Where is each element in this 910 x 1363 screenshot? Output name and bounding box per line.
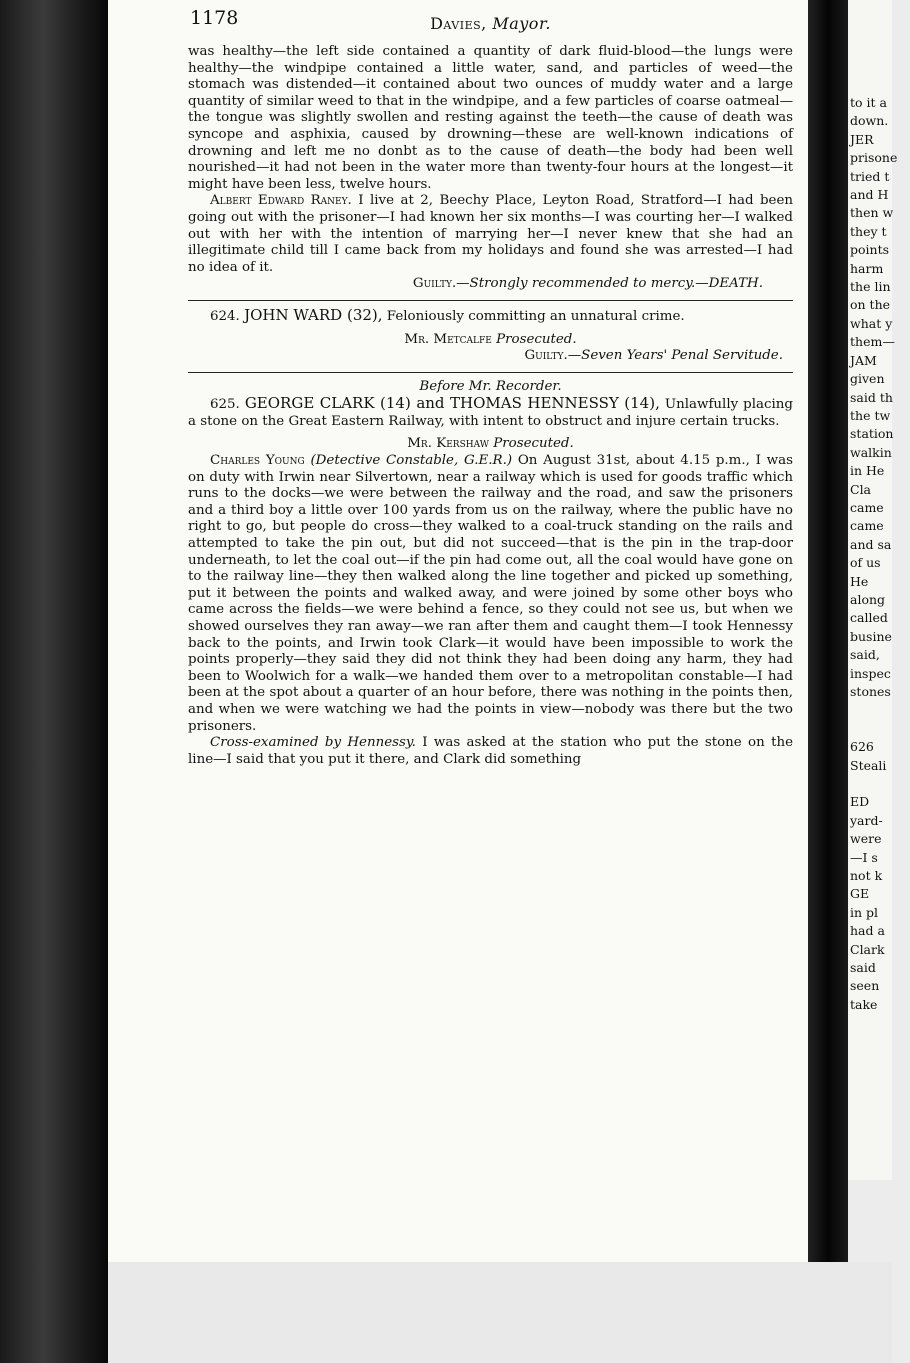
prosecuted-label: Prosecuted.	[496, 331, 577, 347]
left-page	[108, 0, 808, 1263]
right-page-fragment: Steali	[850, 757, 887, 773]
right-page-fragment: ED	[850, 794, 870, 810]
case-number: 624.	[210, 308, 240, 324]
section-rule	[188, 372, 793, 373]
charge-text: Unlawfully placing a stone on the Great Eastern Railway, with intent to obstruct and injure certain trucks.	[188, 397, 793, 429]
medical-evidence-paragraph: was healthy—the left side contained a quantity of dark fluid-blood—the lungs were healthy—the windpipe contained a little water, sand, and particles of weed—the stomach was distended—it contained about two ounces of muddy water and a large quantity of similar weed to that in the windpipe, and a few particles of coarse oatmeal—the tongue was slightly swollen and resting against the teeth—the cause of death was syncope and asphixia, caused by drowning—these are well-known indications of drowning and left me no donbt as to the cause of death—the body had been well nourished—it had not been in the water more than twenty-four hours at the longest—it might have been less, twelve hours.	[188, 44, 793, 192]
page-content	[188, 6, 793, 768]
right-page-fragment: not k	[850, 868, 883, 884]
defendant-name: JOHN WARD (32),	[244, 305, 383, 324]
charge-text: Feloniously committing an unnatural crime.	[386, 308, 685, 324]
right-page-fragment	[850, 720, 910, 738]
right-page-fragment: came	[850, 499, 884, 515]
right-page-fragment: yard-	[850, 812, 883, 828]
bottom-margin	[108, 1262, 892, 1363]
right-page-fragment: called	[850, 610, 888, 626]
right-page-fragment: tried t	[850, 168, 890, 184]
right-page-fragment: to it a	[850, 95, 887, 110]
verdict-penal-servitude	[188, 348, 783, 365]
right-page-fragment: in pl	[850, 904, 879, 920]
right-page-fragment: JER	[850, 131, 874, 147]
right-page-fragment: take	[850, 996, 878, 1012]
right-page-fragment: prisone	[850, 150, 898, 166]
right-page-fragment: said,	[850, 647, 880, 663]
verdict-label: Guilty.	[412, 276, 457, 292]
right-page-fragment: busine	[850, 628, 892, 644]
right-page-fragment: then w	[850, 205, 894, 221]
raney-testimony-text: I live at 2, Beechy Place, Leyton Road, Stratford—I had been going out with the prisoner—I had known her six months—I was courting her—I walked out with her with the intention of marrying her—I never knew that she had an illegitimate child till I came back from my holidays and found she was arrested—I had no idea of it.	[188, 193, 793, 275]
right-page-fragment: points	[850, 242, 890, 258]
running-head-title: Mayor.	[492, 14, 551, 33]
right-page-fragment: what y	[850, 315, 893, 331]
book-gutter	[808, 0, 848, 1280]
right-page-fragment: walkin	[850, 444, 892, 460]
right-page-fragment: in He	[850, 463, 885, 479]
right-page-fragment: stones	[850, 684, 891, 699]
case-number: 625.	[210, 397, 240, 413]
verdict-label: Guilty.	[524, 348, 568, 364]
right-page-fragment: of us	[850, 555, 881, 571]
cross-examination-text: I was asked at the station who put the stone on the line—I said that you put it there, and Clark did something	[188, 735, 793, 767]
right-page-fragment: given	[850, 371, 885, 387]
right-page-fragment: said	[850, 960, 876, 976]
raney-testimony	[188, 193, 793, 276]
right-page-fragment: harm	[850, 260, 884, 276]
cross-examination	[188, 735, 793, 768]
verdict-text: —Seven Years' Penal Servitude.	[567, 348, 783, 364]
prosecutor-line	[188, 436, 793, 453]
right-page-fragment: He	[850, 573, 869, 589]
right-page-fragment: down.	[850, 113, 889, 129]
right-page-fragment: said th	[850, 389, 893, 405]
right-page-fragment: had a	[850, 923, 885, 939]
defendant-names: GEORGE CLARK (14) and THOMAS HENNESSY (14),	[244, 394, 660, 413]
prosecuted-label: Prosecuted.	[493, 436, 574, 452]
right-page-fragment: and sa	[850, 536, 892, 552]
prosecutor-name: Mr. Metcalfe	[404, 331, 492, 347]
right-page-fragment: the lin	[850, 279, 891, 295]
right-page-fragment: JAM	[850, 352, 877, 368]
right-page-fragment: along	[850, 591, 886, 607]
right-page-fragment: —I s	[850, 849, 878, 865]
right-page-fragment: they t	[850, 223, 887, 239]
right-page-fragment: station	[850, 426, 894, 442]
right-page-fragments	[850, 94, 910, 1014]
right-page-fragment: seen	[850, 978, 880, 994]
right-page-fragment	[850, 701, 910, 719]
cross-examined-label: Cross-examined by Hennessy.	[210, 735, 416, 751]
right-page-fragment: Clark	[850, 941, 885, 957]
young-testimony	[188, 453, 793, 735]
right-page-fragment: 626	[850, 739, 874, 755]
case-624	[188, 307, 793, 326]
book-spine-shadow	[0, 0, 108, 1363]
page-header	[188, 6, 793, 44]
right-page-fragment	[850, 775, 910, 793]
right-page-fragment: them—	[850, 334, 895, 350]
running-head	[188, 16, 793, 33]
right-page-fragment: came	[850, 518, 884, 534]
verdict-death	[188, 276, 763, 293]
right-page-fragment: GE	[850, 886, 870, 902]
witness-name-young: Charles Young	[210, 453, 305, 469]
prosecutor-name: Mr. Kershaw	[407, 436, 489, 452]
right-page-fragment: inspec	[850, 665, 891, 681]
before-recorder: Before Mr. Recorder.	[419, 378, 562, 394]
right-page-edge	[848, 0, 898, 1180]
right-page-fragment: Cla	[850, 481, 872, 497]
right-page-fragment: were	[850, 831, 882, 847]
witness-role: (Detective Constable, G.E.R.)	[310, 453, 513, 469]
right-page-fragment: on the	[850, 297, 891, 313]
page-number: 1178	[190, 7, 239, 29]
right-page-fragment: and H	[850, 187, 889, 203]
case-625	[188, 395, 793, 430]
right-page-fragment: the tw	[850, 407, 891, 423]
section-rule	[188, 300, 793, 301]
young-testimony-text: On August 31st, about 4.15 p.m., I was on duty with Irwin near Silvertown, near a railway which is used for goods traffic which runs to the docks—we were between the railway and the road, and saw the prisoners and a third boy a little over 100 yards from us on the railway, where the public have no right to go, but people do cross—they walked to a coal-truck standing on the rails and attempted to take the pin out, but did not succeed—that is the pin in the trap-door underneath, to let the coal out—if the pin had come out, all the coal would have gone on to the railway line—they then walked along the line together and picked up something, put it between the points and walked away, and were joined by some other boys who came across the fields—we were behind a fence, so they could not see us, but when we showed ourselves they ran away—we ran after them and caught them—I took Hennessy back to the points, and Irwin took Clark—it would have been impossible to work the points properly—they said they did not think they had been doing any harm, they had been to Woolwich for a walk—we handed them over to a metropolitan constable—I had been at the spot about a quarter of an hour before, there was nothing in the points then, and when we were watching we had the points in view—nobody was there but the two prisoners.	[188, 453, 793, 734]
witness-name-raney: Albert Edward Raney.	[210, 193, 352, 209]
prosecutor-line	[188, 332, 793, 349]
running-head-name: Davies,	[430, 14, 487, 33]
verdict-text: —Strongly recommended to mercy.—DEATH.	[456, 276, 763, 292]
